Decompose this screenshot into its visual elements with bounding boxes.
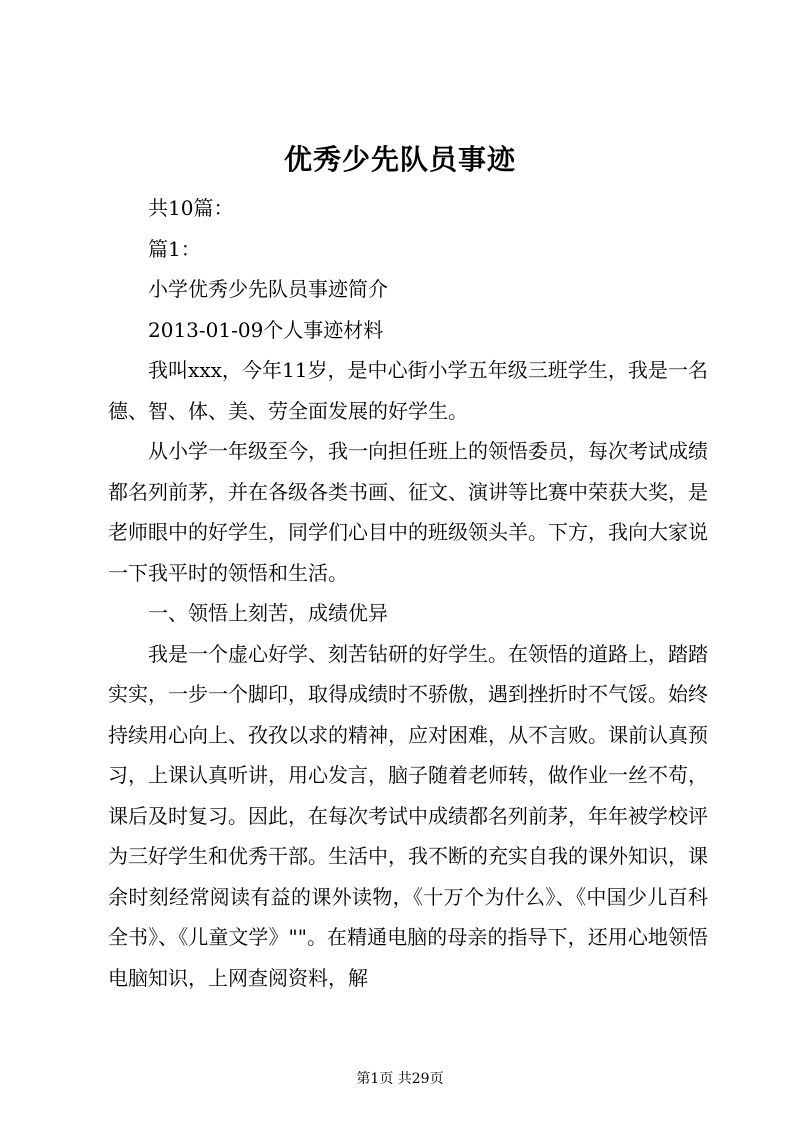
paragraph-study-details: 我是一个虚心好学、刻苦钻研的好学生。在领悟的道路上，踏踏实实，一步一个脚印，取得成绩时不骄傲，遇到挫折时不气馁。始终持续用心向上、孜孜以求的精神，应对困难，从不言败。课前认真预习，上课认真听讲，用心发言，脑子随着老师转，做作业一丝不苟，课后及时复习。因此，在每次考试中成绩都名列前茅，年年被学校评为三好学生和优秀干部。生活中，我不断的充实自我的课外知识，课余时刻经常阅读有益的课外读物，《十万个为什么》、《中国少儿百科全书》、《儿童文学》""。在精通电脑的母亲的指导下，还用心地领悟电脑知识，上网查阅资料，解: [108, 641, 708, 990]
page-footer: 第1页 共29页: [356, 1071, 444, 1087]
section-heading-study: 一、领悟上刻苦，成绩优异: [148, 601, 388, 625]
paragraph-section-label: 篇1：: [148, 236, 201, 261]
document-body: [108, 188, 708, 998]
document-title: 优秀少先队员事迹: [283, 143, 516, 176]
paragraph-subtitle: 小学优秀少先队员事迹简介: [148, 277, 388, 301]
paragraph-background: 从小学一年级至今，我一向担任班上的领悟委员，每次考试成绩都名列前茅，并在各级各类书画、征文、演讲等比赛中荣获大奖，是老师眼中的好学生，同学们心目中的班级领头羊。下方，我向大家说一下我平时的领悟和生活。: [108, 439, 708, 585]
paragraph-date-line: 2013-01-09个人事迹材料: [148, 317, 384, 342]
paragraph-count: 共10篇：: [148, 196, 234, 220]
paragraph-intro: 我叫xxx，今年11岁，是中心街小学五年级三班学生，我是一名德、智、体、美、劳全面发展的好学生。: [108, 358, 708, 423]
